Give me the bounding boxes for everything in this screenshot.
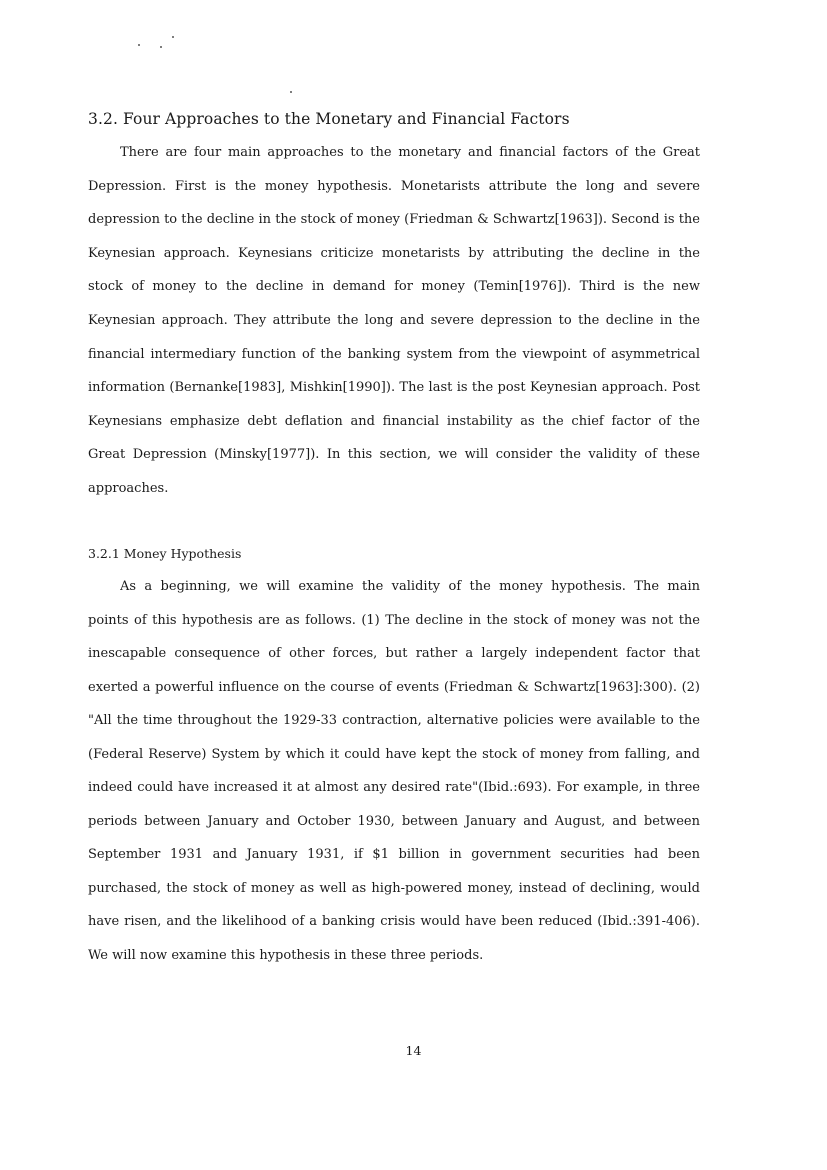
paragraph-line: indeed could have increased it at almost any desired rate"(Ibid.:693). For example, in three xyxy=(88,780,700,795)
paragraph-line: Keynesian approach. They attribute the long and severe depression to the decline in the xyxy=(88,313,700,328)
paragraph-line: Keynesian approach. Keynesians criticize monetarists by attributing the decline in the xyxy=(88,245,700,261)
paragraph-line: stock of money to the decline in demand for money (Temin[1976]). Third is the new xyxy=(88,279,700,295)
paragraph-line: have risen, and the likelihood of a banking crisis would have been reduced (Ibid.:391-406). xyxy=(88,914,700,929)
paragraph-line: September 1931 and January 1931, if $1 billion in government securities had been xyxy=(88,847,700,862)
paragraph-line: periods between January and October 1930, between January and August, and between xyxy=(88,813,700,829)
scan-speck xyxy=(160,46,162,48)
paragraph-line: We will now examine this hypothesis in these three periods. xyxy=(88,947,484,963)
paragraph-line: points of this hypothesis are as follows. (1) The decline in the stock of money was not the xyxy=(88,612,700,628)
paragraph-line: (Federal Reserve) System by which it could have kept the stock of money from falling, and xyxy=(88,746,700,762)
paragraph-line: financial intermediary function of the banking system from the viewpoint of asymmetrical xyxy=(88,346,700,362)
paragraph-line: There are four main approaches to the monetary and financial factors of the Great xyxy=(120,145,700,160)
paragraph-line: Keynesians emphasize debt deflation and financial instability as the chief factor of the xyxy=(88,413,700,429)
scan-speck xyxy=(138,44,140,46)
paragraph-line: depression to the decline in the stock of money (Friedman & Schwartz[1963]). Second is the xyxy=(88,212,700,228)
page-number: 14 xyxy=(405,1043,422,1058)
paragraph-line: information (Bernanke[1983], Mishkin[1990]). The last is the post Keynesian approach. Post xyxy=(88,380,700,396)
scan-speck xyxy=(172,36,174,38)
scan-speck xyxy=(290,91,292,93)
paragraph-line: As a beginning, we will examine the validity of the money hypothesis. The main xyxy=(120,579,700,594)
paragraph-line: exerted a powerful influence on the course of events (Friedman & Schwartz[1963]:300). (2) xyxy=(88,679,700,695)
paragraph-line: purchased, the stock of money as well as high-powered money, instead of declining, would xyxy=(88,880,700,896)
paragraph-line: Great Depression (Minsky[1977]). In this section, we will consider the validity of these xyxy=(88,447,700,463)
paragraph-line: Depression. First is the money hypothesis. Monetarists attribute the long and severe xyxy=(88,178,700,194)
paragraph-line: "All the time throughout the 1929-33 contraction, alternative policies were available to the xyxy=(88,713,700,728)
paragraph-line: inescapable consequence of other forces, but rather a largely independent factor that xyxy=(88,646,700,661)
subsection-heading: 3.2.1 Money Hypothesis xyxy=(88,546,242,561)
section-heading: 3.2. Four Approaches to the Monetary and Financial Factors xyxy=(88,110,570,128)
paragraph-line: approaches. xyxy=(88,481,169,496)
